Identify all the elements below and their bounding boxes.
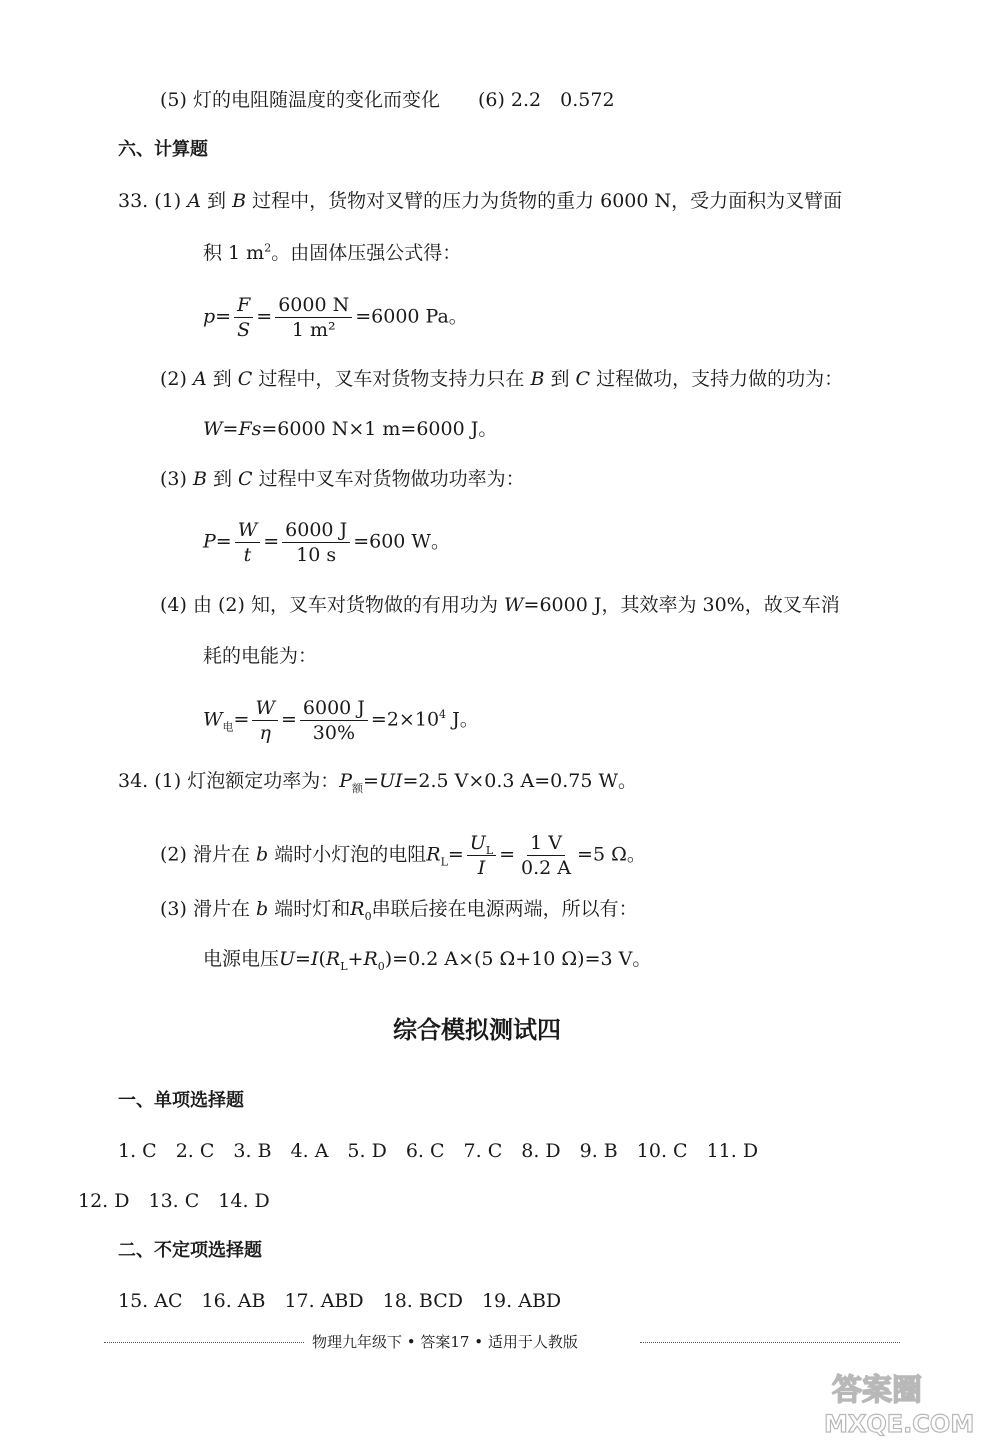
formula-pressure: p= $\frac{F}{S}$ = $\frac{6000 N}{\text{1 m²}}$ =6000 Pa。 [203, 294, 468, 341]
answers-line-2: 12. D 13. C 14. D [78, 1190, 270, 1212]
formula-energy: $W_电=$ $\frac{W}{\eta}$ = $\frac{6000 J}{30\%}$ $=2\times 10^4$ J。 [203, 697, 479, 744]
section-heading-single-choice: 一、单项选择题 [118, 1090, 244, 1111]
q34-part1: 34. (1) 灯泡额定功率为：$P_额=UI=2.5$ V×0.3 A=0.75 W。 [118, 770, 638, 795]
q33-part3: (3) B 到 C 过程中叉车对货物做功功率为： [160, 468, 525, 490]
formula-power: P= $\frac{W}{t}$ = $\frac{6000 J}{10 s}$ =600 W。 [203, 519, 450, 566]
line-q32-5: (5) 灯的电阻随温度的变化而变化 (6) 2.2 0.572 [160, 89, 615, 111]
q33-part2: (2) A 到 C 过程中，叉车对货物支持力只在 B 到 C 过程做功，支持力做的功为： [160, 368, 844, 390]
section-heading-calc: 六、计算题 [118, 139, 208, 160]
footer-text: 物理九年级下 • 答案17 • 适用于人教版 [312, 1333, 578, 1351]
q33-part4-cont: 耗的电能为： [203, 645, 318, 667]
svg-text:MXQE.COM: MXQE.COM [824, 1410, 975, 1438]
q34-part3: (3) 滑片在 b 端时灯和$R_0$串联后接在电源两端，所以有： [160, 898, 638, 923]
footer-rule-right [640, 1342, 900, 1343]
q33-part1-cont: 积 1 $m^2$。由固体压强公式得： [203, 241, 462, 264]
svg-text:答案圈: 答案圈 [832, 1373, 922, 1408]
q34-part2: (2) 滑片在 b 端时小灯泡的电阻$R_L=$ $\frac{U_L}{I}$ = $\frac{1 V}{0.2 A}$ =5 Ω。 [160, 832, 646, 879]
q33-part1: 33. (1) A 到 B 过程中，货物对叉臂的压力为货物的重力 6000 N，受力面积为叉臂面 [118, 190, 843, 212]
q34-part4: 电源电压$U=I(R_L+R_0)=0.2$ A×(5 Ω+10 Ω)=3 V。 [203, 948, 652, 973]
answers-line-1: 1. C 2. C 3. B 4. A 5. D 6. C 7. C 8. D 9. B 10. C 11. D [118, 1140, 759, 1162]
watermark-logo [820, 1366, 1000, 1439]
page-title: 综合模拟测试四 [393, 1016, 561, 1044]
formula-work: W=Fs=6000 N×1 m=6000 J。 [203, 418, 498, 440]
answers-line-3: 15. AC 16. AB 17. ABD 18. BCD 19. ABD [118, 1290, 562, 1312]
footer-rule-left [104, 1342, 304, 1343]
q33-part4: (4) 由 (2) 知，叉车对货物做的有用功为 W=6000 J，其效率为 30%，故叉车消 [160, 594, 840, 616]
section-heading-multi-choice: 二、不定项选择题 [118, 1240, 262, 1261]
